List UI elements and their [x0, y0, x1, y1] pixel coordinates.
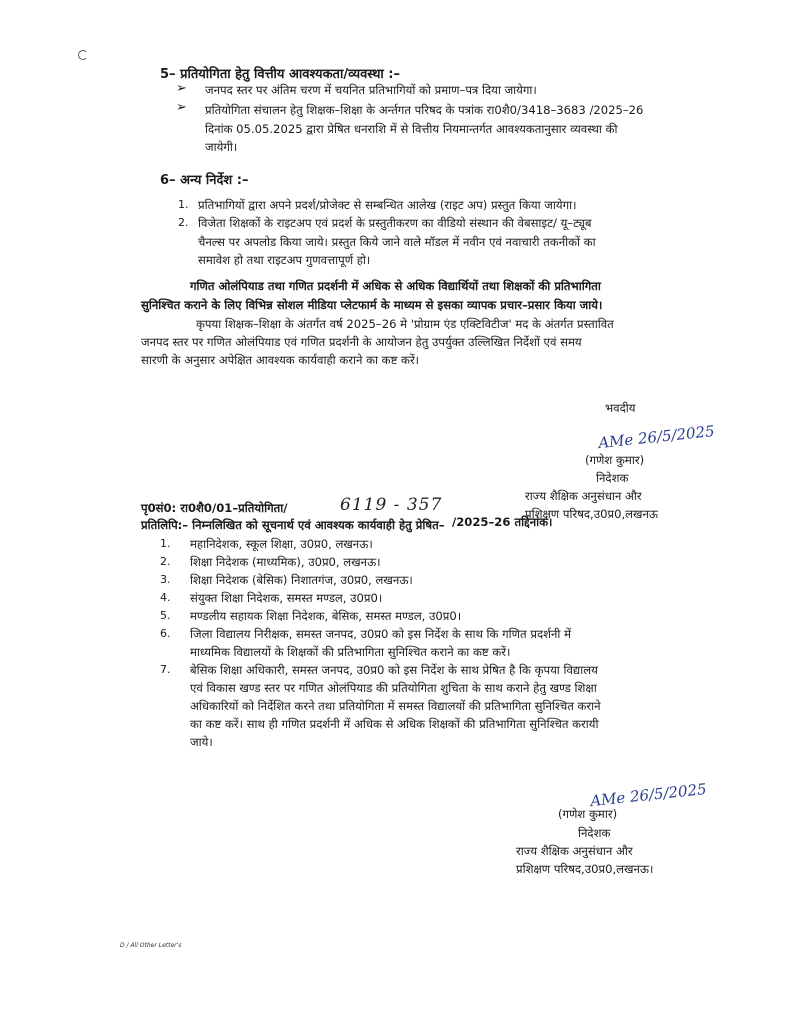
closing-bold-line1: गणित ओलंपियाड तथा गणित प्रदर्शनी में अधिक से अधिक विद्यार्थियों तथा शिक्षकों की प्रतिभागिता: [190, 279, 601, 293]
handwritten-signature: AMe 26/5/2025: [597, 421, 716, 453]
section5-bullet1: जनपद स्तर पर अंतिम चरण में चयनित प्रतिभागियों को प्रमाण–पत्र दिया जायेगा।: [205, 83, 537, 97]
copy-list-item-continuation: अधिकारियों को निर्देशित करने तथा प्रतियोगिता में समस्त विद्यालयों की प्रतिभागिता सुनिश्चित कराने: [190, 699, 601, 713]
list-number: 1.: [178, 198, 189, 211]
signatory-org-line2: प्रशिक्षण परिषद,उ0प्र0,लखनऊ।: [516, 862, 654, 876]
copy-list-item: मण्डलीय सहायक शिक्षा निदेशक, बेसिक, समस्त मण्डल, उ0प्र0।: [190, 609, 462, 623]
signatory-designation: निदेशक: [578, 826, 611, 840]
list-number: 2.: [160, 555, 171, 568]
closing-line4: जनपद स्तर पर गणित ओलंपियाड एवं गणित प्रदर्शनी के आयोजन हेतु उपर्युक्त उल्लिखित निर्देशों एवं समय: [141, 335, 582, 349]
arrow-bullet-icon: ➢: [176, 100, 187, 115]
signatory-name: (गणेश कुमार): [585, 453, 645, 467]
copy-to-heading: प्रतिलिपि:– निम्नलिखित को सूचनार्थ एवं आवश्यक कार्यवाही हेतु प्रेषित–: [141, 518, 445, 532]
copy-list-item: जिला विद्यालय निरीक्षक, समस्त जनपद, उ0प्र0 को इस निर्देश के साथ कि गणित प्रदर्शनी में: [190, 627, 572, 641]
punch-hole-mark: [78, 50, 88, 60]
list-number: 5.: [160, 609, 171, 622]
copy-list-item: महानिदेशक, स्कूल शिक्षा, उ0प्र0, लखनऊ।: [190, 537, 373, 551]
reference-number-suffix: /2025–26 तद्दिनांक।: [452, 515, 553, 529]
closing-line3: कृपया शिक्षक–शिक्षा के अंतर्गत वर्ष 2025–26 मे 'प्रोग्राम एंड एक्टिविटीज' मद के अंतर्गत प्रस्तावित: [196, 317, 614, 331]
list-number: 6.: [160, 627, 171, 640]
handwritten-reference-number: 6119 - 357: [340, 495, 443, 515]
copy-list-item-continuation: जाये।: [190, 735, 213, 749]
salutation: भवदीय: [605, 401, 636, 415]
footer-note: D / All Other Letter's: [120, 942, 182, 949]
section5-heading: 5– प्रतियोगिता हेतु वित्तीय आवश्यकता/व्यवस्था :–: [160, 67, 400, 82]
signatory-name: (गणेश कुमार): [558, 807, 618, 821]
signatory-org-line1: राज्य शैक्षिक अनुसंधान और: [525, 489, 642, 503]
section5-bullet2-line3: जायेगी।: [205, 140, 238, 154]
copy-list-item: बेसिक शिक्षा अधिकारी, समस्त जनपद, उ0प्र0 को इस निर्देश के साथ प्रेषित है कि कृपया विद्यालय: [190, 663, 598, 677]
list-number: 4.: [160, 591, 171, 604]
copy-list-item-continuation: का कष्ट करें। साथ ही गणित प्रदर्शनी में अधिक से अधिक शिक्षकों की प्रतिभागिता सुनिश्चित करायी: [190, 717, 599, 731]
section6-item2-line3: समावेश हो तथा राइटअप गुणवत्तापूर्ण हो।: [198, 253, 371, 267]
section5-bullet2-line1: प्रतियोगिता संचालन हेतु शिक्षक–शिक्षा के अर्न्तगत परिषद के पत्रांक रा0शै0/3418–3683 /2025–26: [205, 103, 644, 117]
copy-list-item: शिक्षा निदेशक (बेसिक) निशातगंज, उ0प्र0, लखनऊ।: [190, 573, 413, 587]
list-number: 1.: [160, 537, 171, 550]
section5-bullet2-line2: दिनांक 05.05.2025 द्वारा प्रेषित धनराशि में से वित्तीय नियमान्तर्गत आवश्यकतानुसार व्यवस्था की: [205, 122, 618, 136]
signatory-designation: निदेशक: [596, 471, 629, 485]
section6-item1: प्रतिभागियों द्वारा अपने प्रदर्श/प्रोजेक्ट से सम्बन्धित आलेख (राइट अप) प्रस्तुत किया जायेगा।: [198, 198, 577, 212]
list-number: 2.: [178, 216, 189, 229]
signatory-org-line2: प्रशिक्षण परिषद,उ0प्र0,लखनऊ: [525, 507, 659, 521]
list-number: 7.: [160, 663, 171, 676]
section6-item2-line2: चैनल्स पर अपलोड किया जाये। प्रस्तुत किये जाने वाले मॉडल में नवीन एवं नवाचारी तकनीकों का: [198, 235, 596, 249]
copy-list-item: संयुक्त शिक्षा निदेशक, समस्त मण्डल, उ0प्र0।: [190, 591, 383, 605]
handwritten-signature: AMe 26/5/2025: [589, 779, 708, 811]
section6-item2-line1: विजेता शिक्षकों के राइटअप एवं प्रदर्श के प्रस्तुतीकरण का वीडियो संस्थान की वेबसाइट/ यू–ट्यूब: [198, 216, 592, 230]
copy-list-item: शिक्षा निदेशक (माध्यमिक), उ0प्र0, लखनऊ।: [190, 555, 381, 569]
arrow-bullet-icon: ➢: [176, 81, 187, 96]
section6-heading: 6– अन्य निर्देश :–: [160, 173, 249, 188]
closing-line5: सारणी के अनुसार अपेक्षित आवश्यक कार्यवाही कराने का कष्ट करें।: [141, 353, 420, 367]
list-number: 3.: [160, 573, 171, 586]
closing-bold-line2: सुनिश्चित कराने के लिए विभिन्न सोशल मीडिया प्लेटफार्म के माध्यम से इसका व्यापक प्रचार–प्रसार किया जाये।: [141, 298, 603, 312]
copy-list-item-continuation: एवं विकास खण्ड स्तर पर गणित ओलंपियाड की प्रतियोगिता शुचिता के साथ कराने हेतु खण्ड शिक्षा: [190, 681, 597, 695]
reference-number-prefix: पृ0सं0: रा0शै0/01–प्रतियोगिता/: [141, 501, 288, 515]
copy-list-item-continuation: माध्यमिक विद्यालयों के शिक्षकों की प्रतिभागिता सुनिश्चित कराने का कष्ट करें।: [190, 645, 511, 659]
signatory-org-line1: राज्य शैक्षिक अनुसंधान और: [516, 844, 633, 858]
